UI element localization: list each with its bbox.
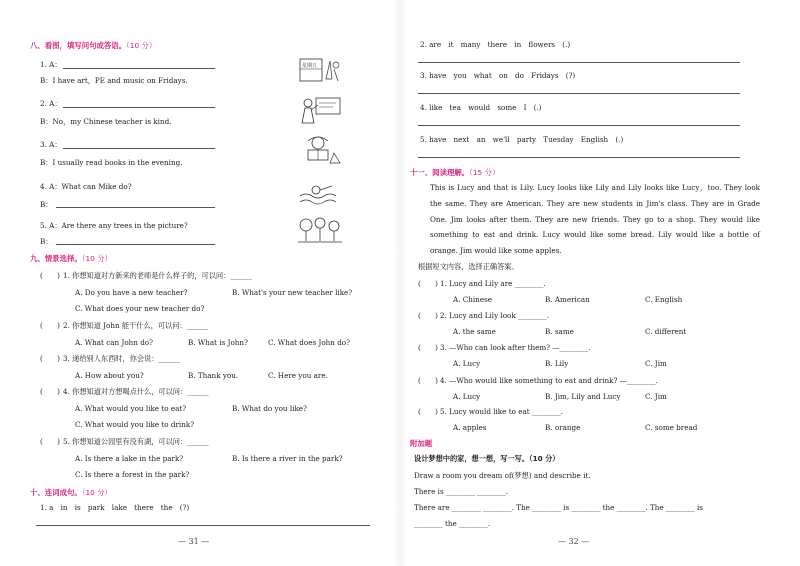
section-8-title [30,40,156,51]
q11-2-paren[interactable]: ( ) [418,311,438,320]
q9-1-opt-b: B. What's your new teacher like? [232,288,353,297]
q8-3-b: B：I usually read books in the evening. [40,158,183,167]
q8-1-a: 1. A： [40,60,62,69]
q11-2-opt-b: B. same [545,327,574,336]
q11-1-question: 1. Lucy and Lily are ________. [440,279,546,288]
q11-1-opt-a: A. Chinese [453,295,493,304]
section-8-title-text: 八、看图，填写问句或答语。 [30,41,127,50]
q8-4-a: 4. A：What can Mike do? [40,182,132,191]
q9-5-opt-b: B. Is there a river in the park? [232,454,343,463]
q8-5-a: 5. A：Are there any trees in the picture? [40,221,188,230]
q9-3-paren[interactable]: ( ) [40,354,60,363]
q9-4-opt-c: C. What would you like to drink? [75,420,195,429]
section-10-title-text: 十、连词成句。 [30,488,82,497]
section-9-title [30,253,112,264]
q8-4-b: B： [40,200,53,209]
section-8-points: （10 分） [126,41,157,50]
q11-3-opt-a: A. Lucy [453,359,481,368]
q11-1-paren[interactable]: ( ) [418,279,438,288]
bonus-line-2: There is ________ ________. [414,487,508,496]
bonus-line-1: Draw a room you dream of(梦想) and describe it. [414,471,591,480]
q11-5-opt-c: C. some bread [645,423,698,432]
q9-2-opt-a: A. What can John do? [75,338,153,347]
q8-3-answer-line[interactable] [63,148,215,149]
reading-passage: This is Lucy and that is Lily. Lucy looks like Lily and Lily looks like Lucy，too. They look the same. They are American. They are new students in Jim's class. They are in Grade One. Jim looks after them. They are new friends. They go to a shop. They would like something to eat and drink. Lucy would like some bread. Lily would like a bottle of orange. Jim would like some apples. [430,183,760,256]
q11-4-paren[interactable]: ( ) [418,376,438,385]
q8-4-answer-line[interactable] [56,207,215,208]
q11-5-paren[interactable]: ( ) [418,407,438,416]
q11-2-opt-a: A. the same [453,327,496,336]
q8-5-b: B： [40,237,53,246]
q9-4-question: 4. 你想知道对方想喝点什么，可以问：______ [63,387,209,396]
q11-4-opt-a: A. Lucy [453,392,481,401]
q10-3-answer-line[interactable] [418,93,740,94]
page-number-right: — 32 — [558,537,590,546]
q11-5-question: 5. Lucy would like to eat ________. [440,407,563,416]
section-11-title [410,167,499,178]
q9-3-opt-b: B. Thank you. [188,371,239,380]
q9-5-opt-c: C. Is there a forest in the park? [75,470,190,479]
q11-2-opt-c: C. different [645,327,687,336]
section-10-title [30,487,112,498]
q11-3-opt-b: B. Lily [545,359,569,368]
q11-1-opt-b: B. American [545,295,590,304]
q8-5-answer-line[interactable] [56,244,215,245]
q9-1-opt-c: C. What does your new teacher do? [75,304,205,313]
q11-5-opt-b: B. orange [545,423,581,432]
q11-3-opt-c: C. Jim [645,359,667,368]
q8-2-a: 2. A： [40,99,62,108]
q11-4-opt-b: B. Jim, Lily and Lucy [545,392,621,401]
q9-2-question: 2. 你想知道 John 能干什么，可以问：______ [63,321,209,330]
reading-instruction: 根据短文内容，选择正确答案。 [418,262,519,271]
q8-1-b: B：I have art，PE and music on Fridays. [40,76,188,85]
q10-1-answer-line[interactable] [36,525,370,526]
q10-1-words: 1. a in is park lake there the (?) [40,503,190,512]
q9-5-question: 5. 你想知道公园里有没有湖，可以问：______ [63,437,209,446]
q11-1-opt-c: C. English [645,295,683,304]
q9-2-opt-c: C. What does John do? [268,338,350,347]
section-11-title-text: 十一、阅读理解。 [410,168,470,177]
q9-1-question: 1. 你想知道对方新来的老师是什么样子的，可以问：______ [63,271,252,280]
bonus-title: 附加题 [410,439,433,448]
bonus-line-3: There are ________ ________. The ________ is ________ the ________. The ________ is [414,503,703,512]
swimming-picture [298,178,342,208]
q9-3-question: 3. 递给别人东西时，你会说：______ [63,354,180,363]
section-10-points: （10 分） [81,488,112,497]
page-number-left: — 31 — [178,537,210,546]
q11-3-paren[interactable]: ( ) [418,343,438,352]
q10-3-words: 3. have you what on do Fridays (?) [420,71,576,80]
q9-4-paren[interactable]: ( ) [40,387,60,396]
calendar-art-picture [298,55,342,85]
q9-1-paren[interactable]: ( ) [40,271,60,280]
section-9-points: （10 分） [81,254,112,263]
q11-3-question: 3. —Who can look after them? —________. [440,343,591,352]
q9-2-paren[interactable]: ( ) [40,321,60,330]
q8-2-answer-line[interactable] [63,107,215,108]
q10-4-answer-line[interactable] [418,125,740,126]
q8-2-b: B：No，my Chinese teacher is kind. [40,117,172,126]
q10-4-words: 4. like tea would some I (.) [420,103,542,112]
q11-4-question: 4. —Who would like something to eat and drink? —________. [440,376,658,385]
teacher-picture [298,95,342,125]
bonus-line-4: ________ the ________. [414,519,491,528]
q9-2-opt-b: B. What is John? [188,338,248,347]
bonus-subtitle: 设计梦想中的家，想一想，写一写。（10 分） [414,454,560,463]
q11-4-opt-c: C. Jim [645,392,667,401]
q9-1-opt-a: A. Do you have a new teacher? [75,288,188,297]
q9-4-opt-a: A. What would you like to eat? [75,404,187,413]
q8-1-answer-line[interactable] [63,68,215,69]
q9-3-opt-a: A. How about you? [75,371,144,380]
q10-5-answer-line[interactable] [418,157,740,158]
q11-5-opt-a: A. apples [453,423,487,432]
section-9-title-text: 九、情景选择。 [30,254,82,263]
q9-4-opt-b: B. What do you like? [232,404,307,413]
q10-2-answer-line[interactable] [418,62,740,63]
q9-5-paren[interactable]: ( ) [40,437,60,446]
q11-2-question: 2. Lucy and Lily look ________. [440,311,550,320]
reading-girl-picture [298,135,342,165]
calendar-label: 星期五 [302,63,318,69]
section-11-points: （15 分） [469,168,500,177]
q9-3-opt-c: C. Here you are. [268,371,328,380]
q9-5-opt-a: A. Is there a lake in the park? [75,454,184,463]
park-trees-picture [298,215,342,245]
q10-5-words: 5. have next an we'll party Tuesday English (.) [420,135,624,144]
q10-2-words: 2. are it many there in flowers (.) [420,40,571,49]
q8-3-a: 3. A： [40,140,62,149]
